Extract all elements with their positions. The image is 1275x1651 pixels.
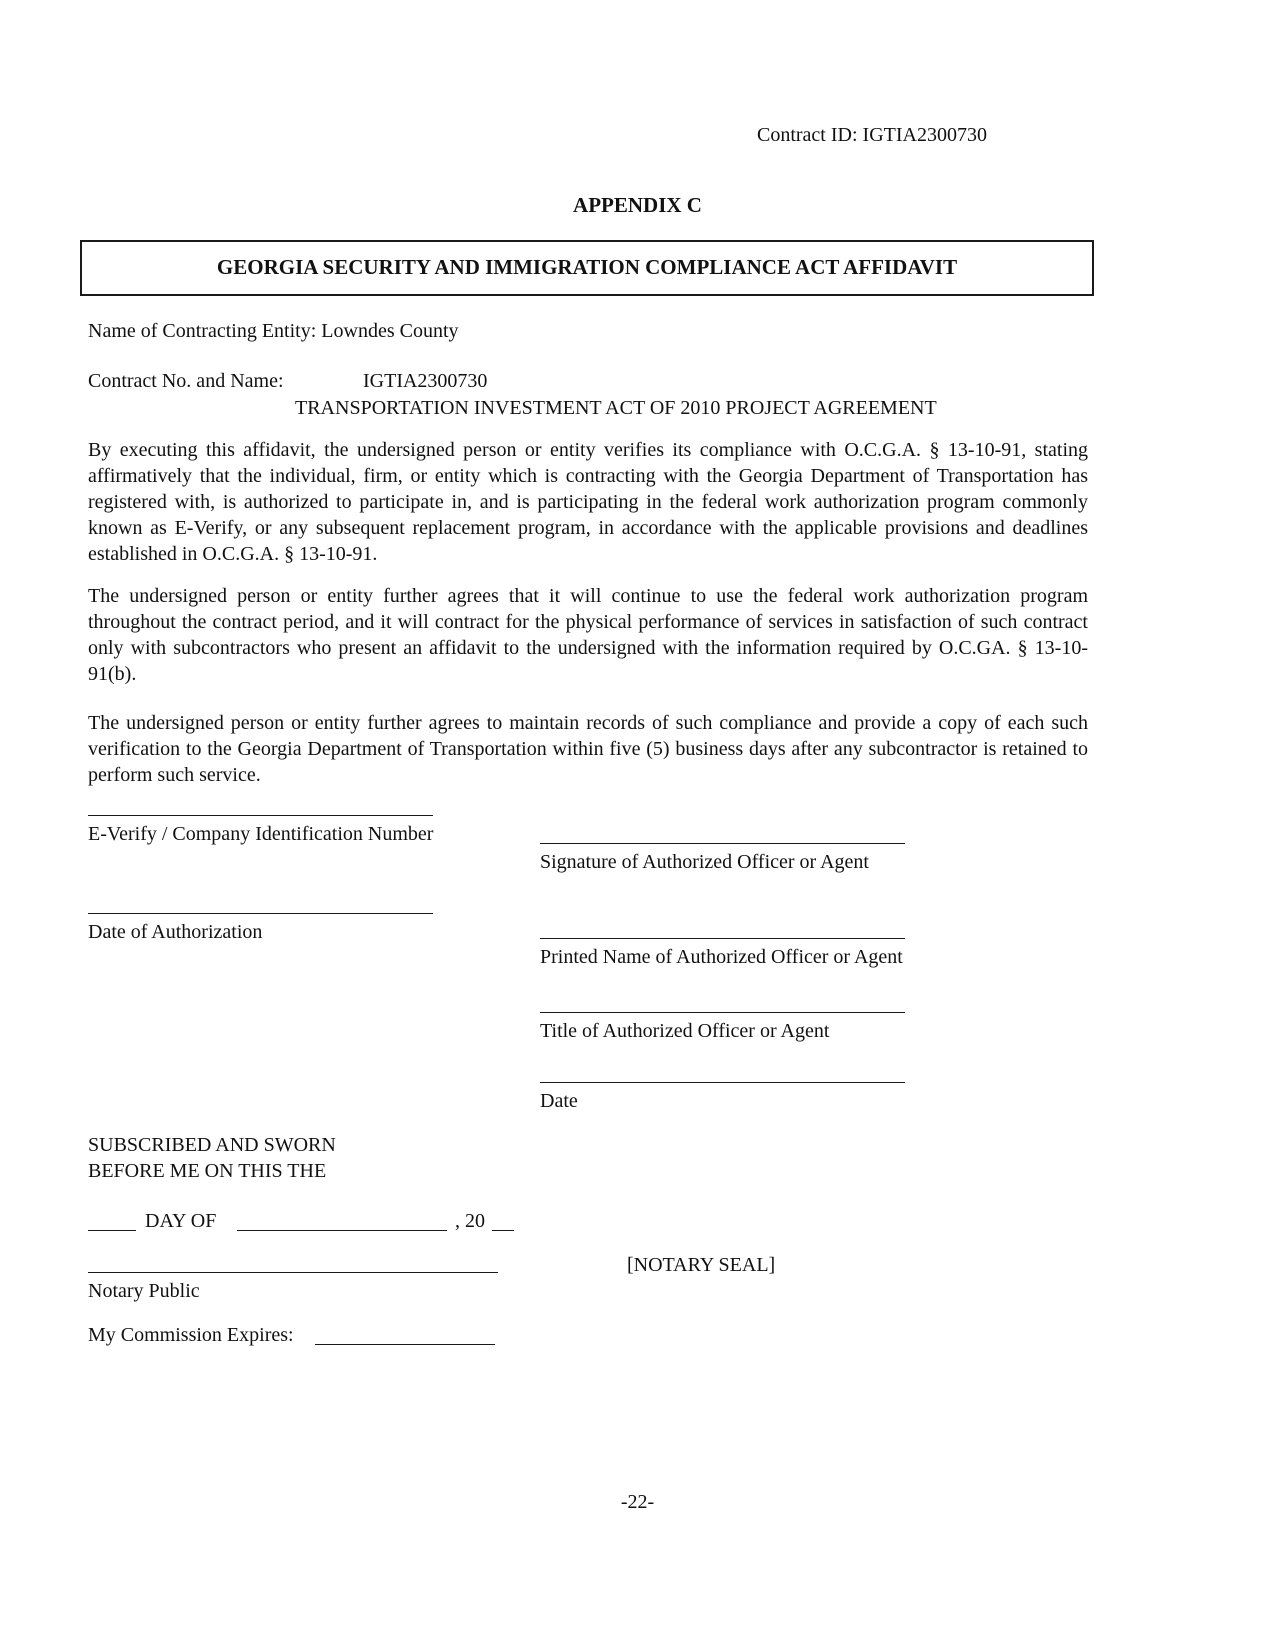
day-of-label: DAY OF <box>145 1210 217 1232</box>
paragraph-compliance: By executing this affidavit, the undersigned person or entity verifies its compliance with O.C.G.A. § 13-10-91, stating affirmatively that the individual, firm, or entity which is contracting with the Georgia Department of Transportation has registered with, is authorized to participate in, and is participating in the federal work authorization program commonly known as E-Verify, or any subsequent replacement program, in accordance with the applicable provisions and deadlines established in O.C.G.A. § 13-10-91. <box>88 439 1088 565</box>
everify-number-line <box>88 815 433 816</box>
date-line <box>540 1082 905 1083</box>
subscribed-sworn-line2: BEFORE ME ON THIS THE <box>88 1160 327 1182</box>
title-line <box>540 1012 905 1013</box>
contracting-entity-line: Name of Contracting Entity: Lowndes County <box>88 320 459 342</box>
paragraph-continue-use: The undersigned person or entity further agrees that it will continue to use the federal work authorization program throughout the contract period, and it will contract for the physical performance of services in satisfaction of such contract only with subcontractors who present an affidavit to the undersigned with the information required by O.C.GA. § 13-10-91(b). <box>88 585 1088 685</box>
contract-name: TRANSPORTATION INVESTMENT ACT OF 2010 PROJECT AGREEMENT <box>295 397 937 419</box>
notary-public-line <box>88 1272 498 1273</box>
everify-number-label: E-Verify / Company Identification Number <box>88 823 434 845</box>
appendix-heading: APPENDIX C <box>573 193 702 217</box>
day-blank-line <box>88 1230 136 1231</box>
paragraph-maintain-records: The undersigned person or entity further agrees to maintain records of such compliance and provide a copy of each such verification to the Georgia Department of Transportation within five (5) business days after any subcontractor is retained to perform such service. <box>88 712 1088 786</box>
month-blank-line <box>237 1230 447 1231</box>
contract-no-value: IGTIA2300730 <box>363 370 488 392</box>
document-title: GEORGIA SECURITY AND IMMIGRATION COMPLIANCE ACT AFFIDAVIT <box>216 255 958 280</box>
year-blank-line <box>492 1230 514 1231</box>
printed-name-line <box>540 938 905 939</box>
page-number: -22- <box>620 1491 655 1513</box>
signature-label: Signature of Authorized Officer or Agent <box>540 851 869 873</box>
notary-seal-text: [NOTARY SEAL] <box>627 1254 776 1276</box>
document-title-box <box>80 240 1094 296</box>
year-prefix: , 20 <box>455 1210 485 1232</box>
printed-name-label: Printed Name of Authorized Officer or Agent <box>540 946 903 968</box>
commission-expires-label: My Commission Expires: <box>88 1324 294 1346</box>
contract-id: Contract ID: IGTIA2300730 <box>757 124 987 146</box>
contract-no-label: Contract No. and Name: <box>88 370 284 392</box>
subscribed-sworn-line1: SUBSCRIBED AND SWORN <box>88 1134 336 1156</box>
notary-public-label: Notary Public <box>88 1280 200 1302</box>
title-label: Title of Authorized Officer or Agent <box>540 1020 830 1042</box>
commission-expires-line <box>315 1344 495 1345</box>
date-of-authorization-line <box>88 913 433 914</box>
signature-line <box>540 843 905 844</box>
date-of-authorization-label: Date of Authorization <box>88 921 263 943</box>
date-label: Date <box>540 1090 578 1112</box>
